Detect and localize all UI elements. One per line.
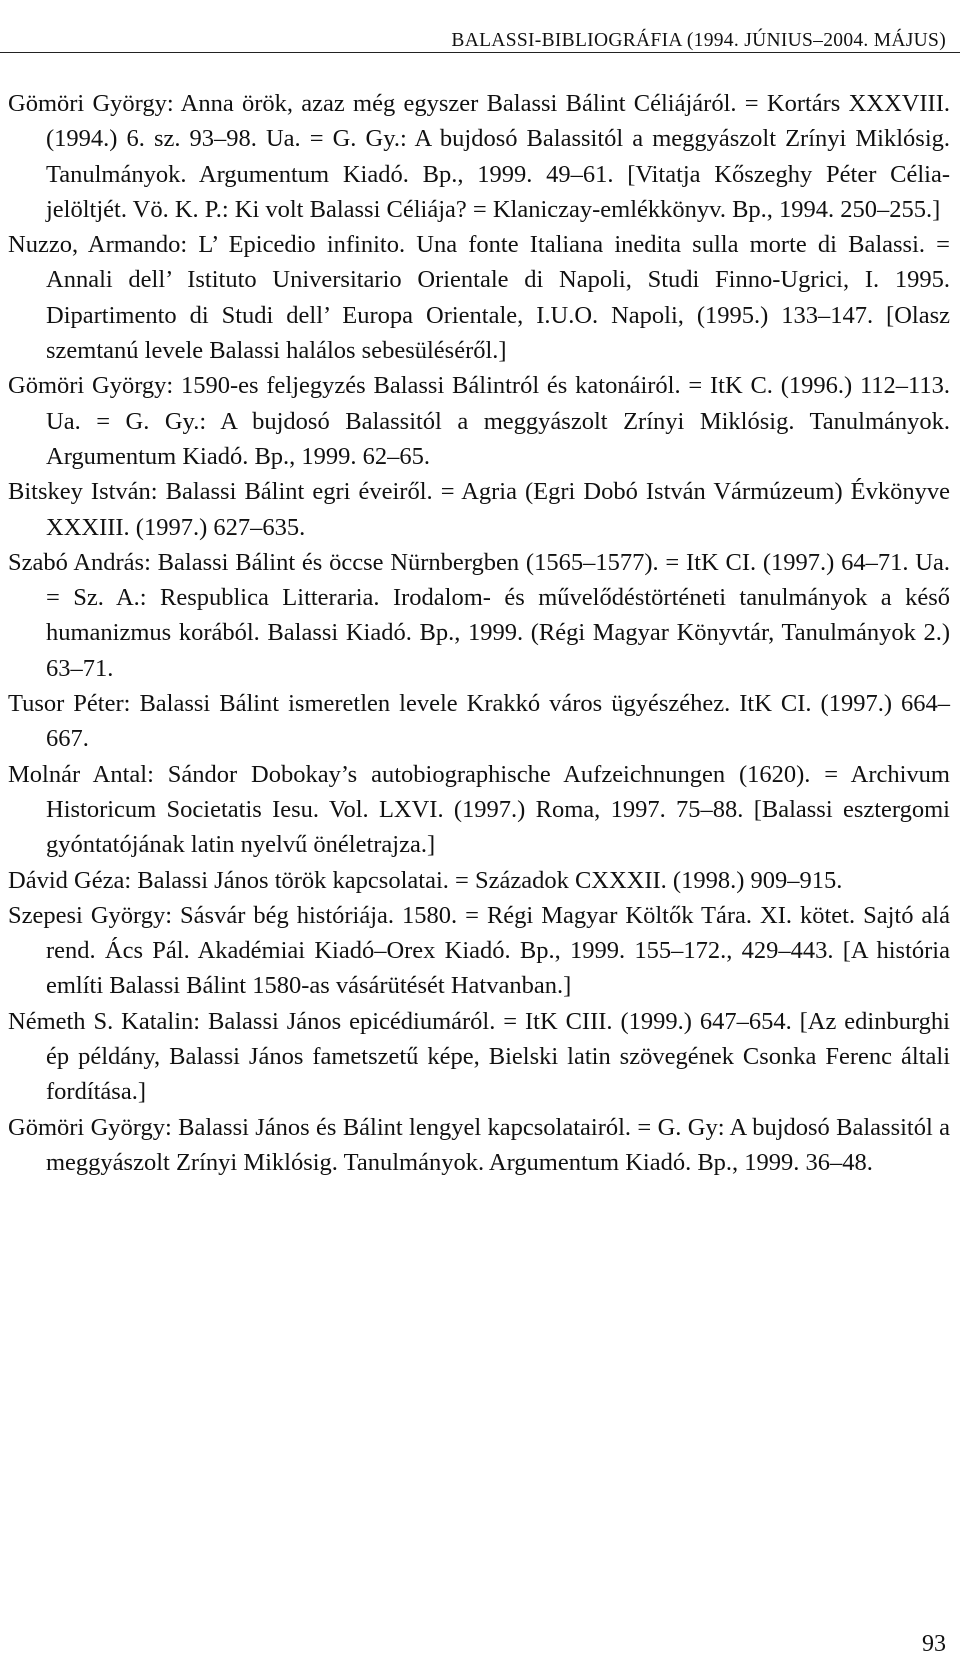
bibliography-entry: Nuzzo, Armando: L’ Epicedio infinito. Una fonte Italiana inedita sulla morte di Balassi. = Annali dell’ Istituto Universitario Orientale di Napoli, Studi Finno-Ugrici, I. 1995. Dipartimento di Studi dell’ Europa Orientale, I.U.O. Napoli, (1995.) 133–147. [Olasz szemtanú levele Balassi halálos sebesüléséről.]: [8, 231, 950, 365]
bibliography-entry: Tusor Péter: Balassi Bálint ismeretlen levele Krakkó város ügyészéhez. ItK CI. (1997.) 664–667.: [8, 690, 950, 753]
running-head: BALASSI-BIBLIOGRÁFIA (1994. JÚNIUS–2004. MÁJUS): [451, 30, 946, 51]
page-number: 93: [922, 1631, 946, 1657]
bibliography-entry: Németh S. Katalin: Balassi János epicédiumáról. = ItK CIII. (1999.) 647–654. [Az edinburghi ép példány, Balassi János fametszetű képe, Bielski latin szövegének Csonka Ferenc általi fordítása.]: [8, 1007, 950, 1106]
bibliography-entry: Bitskey István: Balassi Bálint egri éveiről. = Agria (Egri Dobó István Vármúzeum) Évkönyve XXXIII. (1997.) 627–635.: [8, 478, 950, 541]
bibliography-list: [8, 86, 950, 1180]
bibliography-entry: Szabó András: Balassi Bálint és öccse Nürnbergben (1565–1577). = ItK CI. (1997.) 64–71. Ua. = Sz. A.: Respublica Litteraria. Irodalom- és művelődéstörténeti tanulmányok a késő humanizmus korából. Balassi Kiadó. Bp., 1999. (Régi Magyar Könyvtár, Tanulmányok 2.) 63–71.: [8, 548, 950, 682]
header-rule: [0, 52, 960, 53]
bibliography-entry: Molnár Antal: Sándor Dobokay’s autobiographische Aufzeichnungen (1620). = Archivum Historicum Societatis Iesu. Vol. LXVI. (1997.) Roma, 1997. 75–88. [Balassi esztergomi gyóntatójának latin nyelvű önéletrajza.]: [8, 760, 950, 859]
bibliography-entry: Szepesi György: Sásvár bég históriája. 1580. = Régi Magyar Költők Tára. XI. kötet. Sajtó alá rend. Ács Pál. Akadémiai Kiadó–Orex Kiadó. Bp., 1999. 155–172., 429–443. [A história említi Balassi Bálint 1580-as vásárütését Hatvanban.]: [8, 901, 950, 1000]
bibliography-entry: Gömöri György: Balassi János és Bálint lengyel kapcsolatairól. = G. Gy: A bujdosó Balassitól a meggyászolt Zrínyi Miklósig. Tanulmányok. Argumentum Kiadó. Bp., 1999. 36–48.: [8, 1113, 950, 1176]
bibliography-entry: Gömöri György: 1590-es feljegyzés Balassi Bálintról és katonáiról. = ItK C. (1996.) 112–113. Ua. = G. Gy.: A bujdosó Balassitól a meggyászolt Zrínyi Miklósig. Tanulmányok. Argumentum Kiadó. Bp., 1999. 62–65.: [8, 372, 950, 470]
bibliography-entry: Gömöri György: Anna örök, azaz még egyszer Balassi Bálint Céliájáról. = Kortárs XXXVIII. (1994.) 6. sz. 93–98. Ua. = G. Gy.: A bujdosó Balassitól a meggyászolt Zrínyi Miklósig. Tanulmányok. Argumentum Kiadó. Bp., 1999. 49–61. [Vitatja Kőszeghy Péter Célia-jelöltjét. Vö. K. P.: Ki volt Balassi Céliája? = Klaniczay-emlékkönyv. Bp., 1994. 250–255.]: [8, 90, 950, 223]
bibliography-entry: Dávid Géza: Balassi János török kapcsolatai. = Századok CXXXII. (1998.) 909–915.: [8, 866, 843, 894]
